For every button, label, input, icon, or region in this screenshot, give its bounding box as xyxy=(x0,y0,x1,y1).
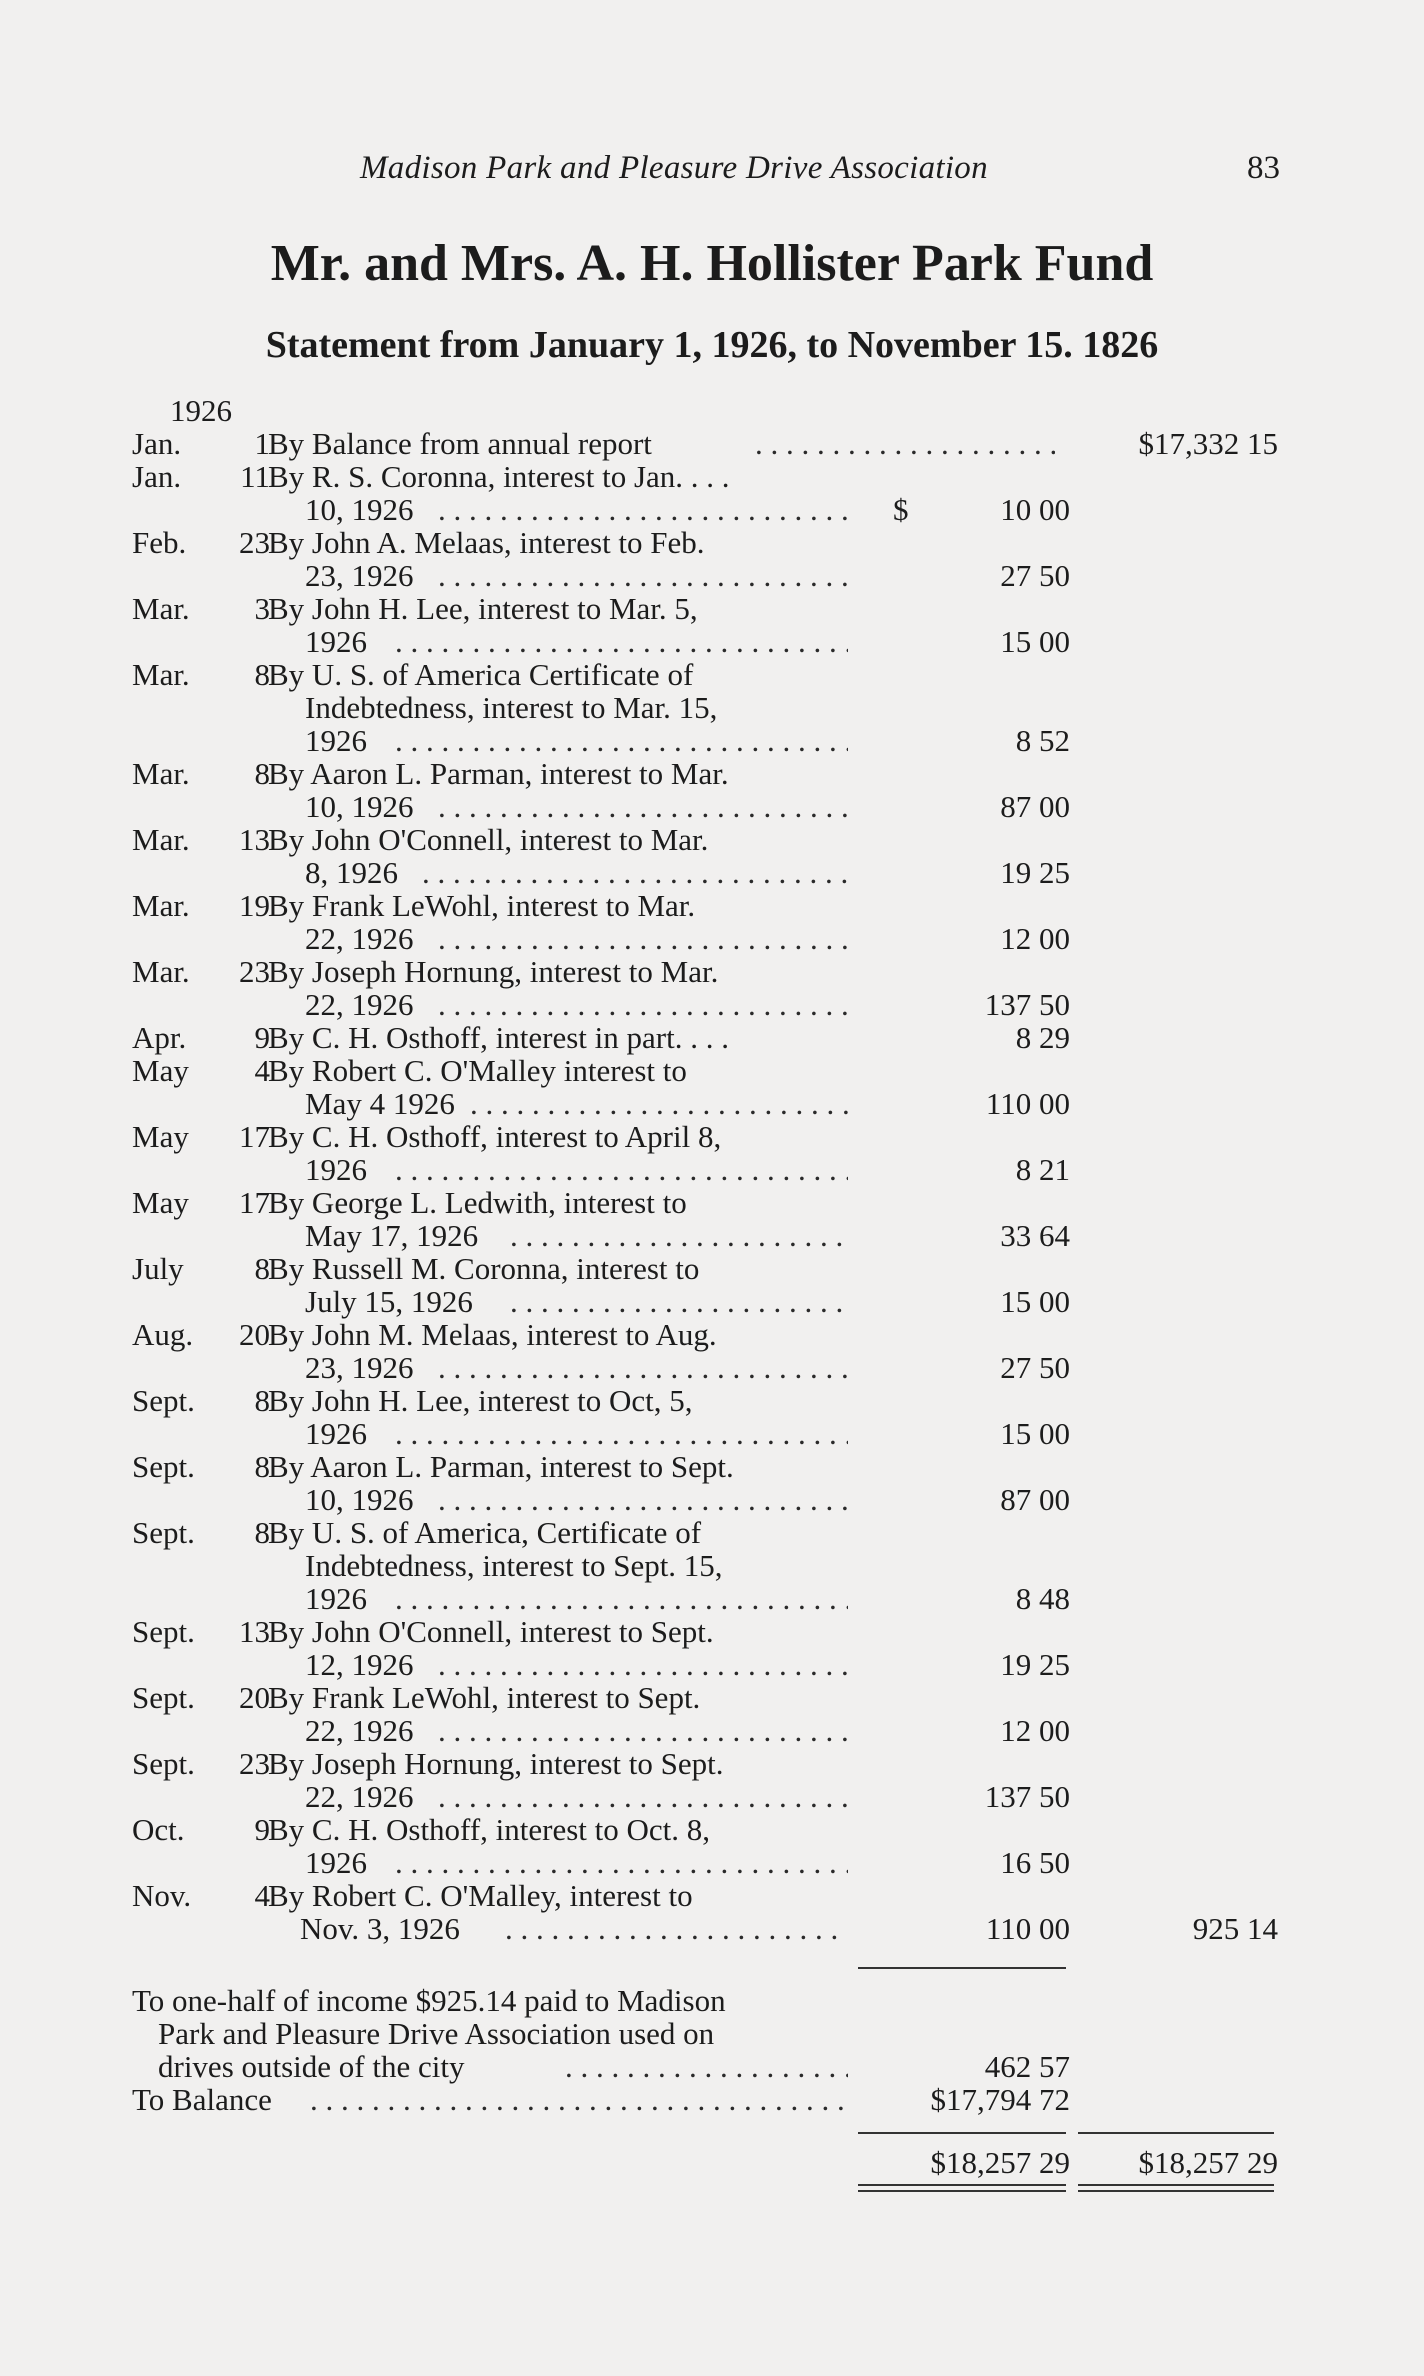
leader-dots xyxy=(438,493,848,527)
entry-amount: 15 00 xyxy=(1000,1416,1070,1451)
entry-amount: 8 48 xyxy=(1015,1581,1070,1616)
leader-dots xyxy=(565,2050,848,2084)
disbursement-amount: 462 57 xyxy=(984,2049,1070,2084)
disbursement-description: To one-half of income $925.14 paid to Madison xyxy=(132,1983,726,2018)
total-rule xyxy=(858,2132,1066,2134)
entry-description: 10, 1926 xyxy=(305,492,414,527)
entry-day: 8 xyxy=(254,1251,270,1286)
ledger-line xyxy=(0,1681,1424,1715)
entry-amount: 87 00 xyxy=(1000,1482,1070,1517)
entry-amount: 110 00 xyxy=(985,1086,1070,1121)
entry-day: 19 xyxy=(239,888,270,923)
entry-description: By Robert C. O'Malley interest to xyxy=(268,1053,687,1088)
entry-month: May xyxy=(132,1119,189,1154)
entry-total: $17,332 15 xyxy=(1138,426,1278,461)
entry-day: 17 xyxy=(239,1185,270,1220)
entry-amount: 15 00 xyxy=(1000,624,1070,659)
ledger-line xyxy=(0,1285,1424,1319)
leader-dots xyxy=(310,2083,848,2117)
entry-description: Indebtedness, interest to Mar. 15, xyxy=(305,690,718,725)
ledger-line xyxy=(0,427,1424,461)
entry-month: Jan. xyxy=(132,426,182,461)
disbursement-description: To Balance xyxy=(132,2082,272,2117)
entry-day: 4 xyxy=(254,1053,270,1088)
ledger-line xyxy=(0,1879,1424,1913)
entry-description: 10, 1926 xyxy=(305,1482,414,1517)
entry-description: 22, 1926 xyxy=(305,1713,414,1748)
ledger-line xyxy=(0,856,1424,890)
entry-description: May 4 1926 xyxy=(305,1086,455,1121)
disbursement-description: Park and Pleasure Drive Association used on xyxy=(158,2016,715,2051)
entry-description: July 15, 1926 xyxy=(305,1284,473,1319)
ledger-line xyxy=(0,1984,1424,2018)
grand-total: $18,257 29 xyxy=(930,2145,1070,2180)
entry-description: By Aaron L. Parman, interest to Sept. xyxy=(268,1449,734,1484)
ledger-line xyxy=(0,1054,1424,1088)
entry-amount: 8 29 xyxy=(1015,1020,1070,1055)
page-number: 83 xyxy=(1247,150,1280,186)
entry-month: May xyxy=(132,1053,189,1088)
entry-day: 20 xyxy=(239,1317,270,1352)
entry-day: 13 xyxy=(239,1614,270,1649)
entry-month: Mar. xyxy=(132,591,190,626)
entry-amount: 19 25 xyxy=(1000,1647,1070,1682)
entry-day: 17 xyxy=(239,1119,270,1154)
ledger-line xyxy=(0,625,1424,659)
entry-description: By Frank LeWohl, interest to Mar. xyxy=(268,888,696,923)
entry-description: 22, 1926 xyxy=(305,987,414,1022)
entry-description: 10, 1926 xyxy=(305,789,414,824)
ledger-line xyxy=(0,790,1424,824)
ledger-line xyxy=(0,1813,1424,1847)
ledger-line xyxy=(0,2017,1424,2051)
entry-day: 11 xyxy=(240,459,270,494)
ledger-line xyxy=(0,1450,1424,1484)
entry-day: 23 xyxy=(239,954,270,989)
ledger-line xyxy=(0,460,1424,494)
leader-dots xyxy=(438,790,848,824)
grand-total: $18,257 29 xyxy=(1138,2145,1278,2180)
entry-amount: 137 50 xyxy=(984,1779,1070,1814)
entry-amount: 87 00 xyxy=(1000,789,1070,824)
entry-description: By Frank LeWohl, interest to Sept. xyxy=(268,1680,701,1715)
entry-description: 23, 1926 xyxy=(305,558,414,593)
entry-day: 4 xyxy=(254,1878,270,1913)
entry-month: Sept. xyxy=(132,1680,195,1715)
leader-dots xyxy=(438,1351,848,1385)
entry-amount: 110 00 xyxy=(985,1911,1070,1946)
entry-month: Mar. xyxy=(132,657,190,692)
ledger-line xyxy=(0,1021,1424,1055)
entry-description: May 17, 1926 xyxy=(305,1218,479,1253)
leader-dots xyxy=(438,1483,848,1517)
total-rule xyxy=(1078,2132,1274,2134)
page-title: Mr. and Mrs. A. H. Hollister Park Fund xyxy=(270,235,1154,292)
entry-day: 9 xyxy=(254,1812,270,1847)
entry-day: 8 xyxy=(254,1383,270,1418)
entry-description: By Russell M. Coronna, interest to xyxy=(268,1251,700,1286)
ledger-line xyxy=(0,1615,1424,1649)
entry-description: 8, 1926 xyxy=(305,855,398,890)
entry-description: By John H. Lee, interest to Mar. 5, xyxy=(268,591,698,626)
leader-dots xyxy=(438,1714,848,1748)
entry-description: By C. H. Osthoff, interest in part. . . . xyxy=(268,1020,729,1055)
ledger-line xyxy=(0,922,1424,956)
entry-amount: 27 50 xyxy=(1000,1350,1070,1385)
entry-month: Sept. xyxy=(132,1614,195,1649)
entry-month: Aug. xyxy=(132,1317,194,1352)
leader-dots xyxy=(505,1912,848,1946)
entry-day: 23 xyxy=(239,1746,270,1781)
entry-month: Nov. xyxy=(132,1878,192,1913)
entry-month: Sept. xyxy=(132,1515,195,1550)
leader-dots xyxy=(395,1153,848,1187)
ledger-line xyxy=(0,1120,1424,1154)
entry-description: By C. H. Osthoff, interest to Oct. 8, xyxy=(268,1812,711,1847)
ledger-line xyxy=(0,691,1424,725)
entry-amount: 19 25 xyxy=(1000,855,1070,890)
entry-description: 1926 xyxy=(305,624,367,659)
entry-day: 8 xyxy=(254,657,270,692)
ledger-line xyxy=(0,988,1424,1022)
ledger-line xyxy=(0,1780,1424,1814)
ledger-line xyxy=(0,1186,1424,1220)
ledger-line xyxy=(0,889,1424,923)
entry-month: Oct. xyxy=(132,1812,185,1847)
ledger-line xyxy=(0,1549,1424,1583)
entry-amount: 12 00 xyxy=(1000,921,1070,956)
disbursement-description: drives outside of the city xyxy=(158,2049,465,2084)
entry-description: By Joseph Hornung, interest to Mar. xyxy=(268,954,719,989)
entry-description: By U. S. of America, Certificate of xyxy=(268,1515,702,1550)
ledger-line xyxy=(0,1384,1424,1418)
entry-description: By John O'Connell, interest to Mar. xyxy=(268,822,709,857)
leader-dots xyxy=(395,1582,848,1616)
entry-month: Sept. xyxy=(132,1449,195,1484)
entry-amount: 16 50 xyxy=(1000,1845,1070,1880)
leader-dots xyxy=(422,856,848,890)
entry-description: 1926 xyxy=(305,1581,367,1616)
entry-day: 9 xyxy=(254,1020,270,1055)
entry-month: Mar. xyxy=(132,756,190,791)
ledger-line xyxy=(0,1318,1424,1352)
entry-month: May xyxy=(132,1185,189,1220)
entry-day: 23 xyxy=(239,525,270,560)
ledger-line xyxy=(0,757,1424,791)
double-rule xyxy=(858,2184,1066,2192)
entry-description: By Joseph Hornung, interest to Sept. xyxy=(268,1746,724,1781)
entry-description: By R. S. Coronna, interest to Jan. . . . xyxy=(268,459,730,494)
entry-month: Mar. xyxy=(132,954,190,989)
ledger-line xyxy=(0,2146,1424,2180)
leader-dots xyxy=(438,1780,848,1814)
entry-description: Nov. 3, 1926 xyxy=(300,1911,460,1946)
entry-description: By John A. Melaas, interest to Feb. xyxy=(268,525,705,560)
entry-description: 22, 1926 xyxy=(305,921,414,956)
ledger-line xyxy=(0,955,1424,989)
leader-dots xyxy=(395,625,848,659)
entry-month: Sept. xyxy=(132,1383,195,1418)
leader-dots xyxy=(510,1219,848,1253)
entry-description: 1926 xyxy=(305,1845,367,1880)
ledger-line xyxy=(0,1153,1424,1187)
entry-amount: 137 50 xyxy=(984,987,1070,1022)
currency-sign: $ xyxy=(893,492,909,527)
entry-amount: 8 52 xyxy=(1015,723,1070,758)
ledger-line xyxy=(0,1714,1424,1748)
entry-description: 22, 1926 xyxy=(305,1779,414,1814)
leader-dots xyxy=(438,988,848,1022)
entry-day: 8 xyxy=(254,1449,270,1484)
entry-description: By John H. Lee, interest to Oct, 5, xyxy=(268,1383,693,1418)
entry-month: Apr. xyxy=(132,1020,187,1055)
ledger-line xyxy=(0,1087,1424,1121)
ledger-line xyxy=(0,2050,1424,2084)
year-label: 1926 xyxy=(170,393,232,428)
entry-month: Jan. xyxy=(132,459,182,494)
ledger-line xyxy=(0,1483,1424,1517)
entry-description: By George L. Ledwith, interest to xyxy=(268,1185,687,1220)
ledger-line xyxy=(0,1912,1424,1946)
entry-month: Mar. xyxy=(132,822,190,857)
ledger-line xyxy=(0,823,1424,857)
ledger-line xyxy=(0,1351,1424,1385)
entry-day: 8 xyxy=(254,1515,270,1550)
ledger-line xyxy=(0,592,1424,626)
ledger-line xyxy=(0,493,1424,527)
entry-month: Feb. xyxy=(132,525,187,560)
entry-day: 3 xyxy=(254,591,270,626)
leader-dots xyxy=(438,1648,848,1682)
entry-description: 12, 1926 xyxy=(305,1647,414,1682)
entry-description: 23, 1926 xyxy=(305,1350,414,1385)
entry-description: By John M. Melaas, interest to Aug. xyxy=(268,1317,717,1352)
entry-description: 1926 xyxy=(305,723,367,758)
ledger-line xyxy=(0,1252,1424,1286)
entry-description: Indebtedness, interest to Sept. 15, xyxy=(305,1548,723,1583)
entry-amount: 27 50 xyxy=(1000,558,1070,593)
ledger-line xyxy=(0,724,1424,758)
entry-description: 1926 xyxy=(305,1416,367,1451)
ledger-line xyxy=(0,1846,1424,1880)
entry-month: Mar. xyxy=(132,888,190,923)
leader-dots xyxy=(438,559,848,593)
leader-dots xyxy=(470,1087,848,1121)
entry-month: Sept. xyxy=(132,1746,195,1781)
ledger-line xyxy=(0,658,1424,692)
entry-amount: 33 64 xyxy=(1000,1218,1070,1253)
leader-dots xyxy=(395,1846,848,1880)
entry-day: 1 xyxy=(254,426,270,461)
entry-description: By Aaron L. Parman, interest to Mar. xyxy=(268,756,729,791)
ledger-line xyxy=(0,1582,1424,1616)
entry-day: 13 xyxy=(239,822,270,857)
entry-day: 20 xyxy=(239,1680,270,1715)
statement-subtitle: Statement from January 1, 1926, to November 15. 1826 xyxy=(265,324,1159,366)
ledger-line xyxy=(0,1219,1424,1253)
leader-dots xyxy=(755,427,1055,461)
ledger-line xyxy=(0,1747,1424,1781)
leader-dots xyxy=(510,1285,848,1319)
double-rule xyxy=(1078,2184,1274,2192)
ledger-line xyxy=(0,1516,1424,1550)
entry-description: By Robert C. O'Malley, interest to xyxy=(268,1878,693,1913)
ledger-line xyxy=(0,526,1424,560)
entry-total: 925 14 xyxy=(1192,1911,1278,1946)
subtotal-rule xyxy=(858,1967,1066,1969)
entry-amount: 15 00 xyxy=(1000,1284,1070,1319)
entry-description: By John O'Connell, interest to Sept. xyxy=(268,1614,714,1649)
entry-amount: 8 21 xyxy=(1015,1152,1070,1187)
leader-dots xyxy=(395,1417,848,1451)
ledger-line xyxy=(0,2083,1424,2117)
entry-description: By U. S. of America Certificate of xyxy=(268,657,694,692)
ledger-line xyxy=(0,1417,1424,1451)
entry-amount: 12 00 xyxy=(1000,1713,1070,1748)
leader-dots xyxy=(438,922,848,956)
ledger-line xyxy=(0,559,1424,593)
leader-dots xyxy=(395,724,848,758)
entry-amount: 10 00 xyxy=(1000,492,1070,527)
entry-description: By Balance from annual report xyxy=(268,426,652,461)
entry-day: 8 xyxy=(254,756,270,791)
disbursement-amount: $17,794 72 xyxy=(930,2082,1070,2117)
entry-month: July xyxy=(132,1251,184,1286)
ledger-line xyxy=(0,1648,1424,1682)
entry-description: 1926 xyxy=(305,1152,367,1187)
entry-description: By C. H. Osthoff, interest to April 8, xyxy=(268,1119,722,1154)
running-head: Madison Park and Pleasure Drive Association xyxy=(360,150,988,186)
